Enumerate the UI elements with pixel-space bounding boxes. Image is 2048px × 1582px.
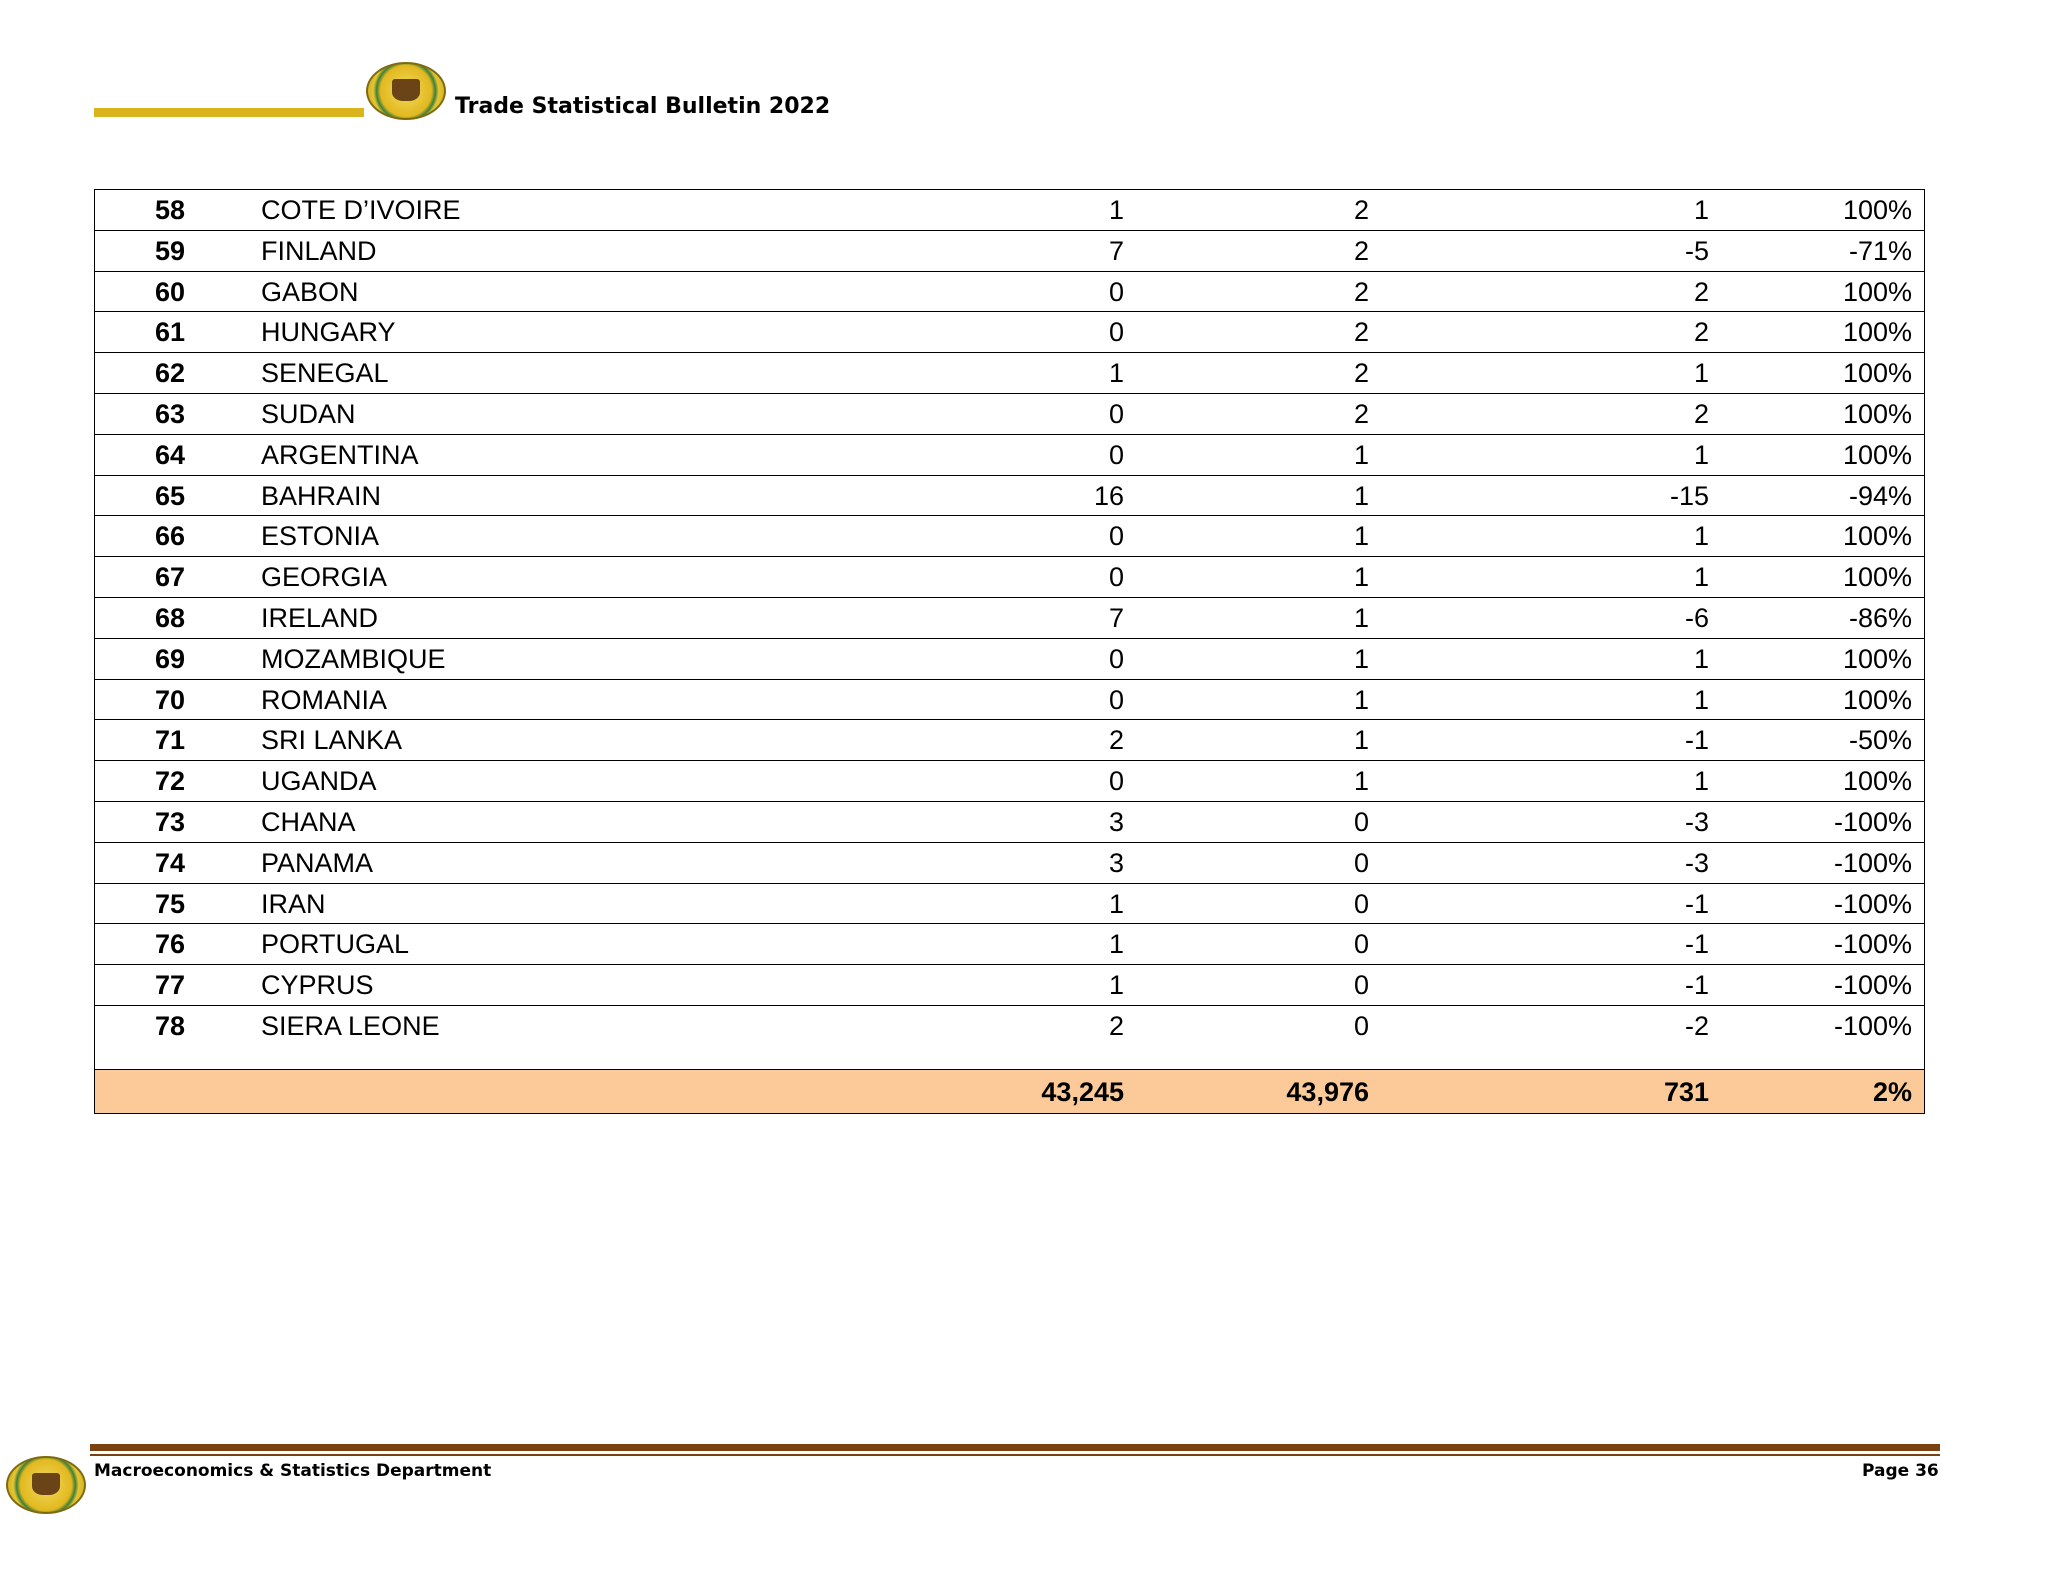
value-1: 1 <box>1108 358 1124 389</box>
percent-change: 100% <box>1842 684 1912 715</box>
percent-change: -100% <box>1833 970 1912 1001</box>
percent-change: -86% <box>1848 602 1912 633</box>
difference: 1 <box>1693 195 1709 225</box>
header-accent-bar <box>94 108 364 117</box>
footer-divider <box>90 1444 1940 1451</box>
value-1: 3 <box>1108 806 1124 837</box>
value-2: 1 <box>1353 480 1369 511</box>
country-name: SRI LANKA <box>261 725 403 756</box>
country-name: SENEGAL <box>261 358 389 389</box>
value-2: 0 <box>1353 1010 1369 1041</box>
percent-change: -100% <box>1833 929 1912 960</box>
difference: 1 <box>1693 643 1709 674</box>
table-row <box>95 802 1924 843</box>
value-1: 1 <box>1108 970 1124 1001</box>
row-number: 63 <box>155 398 186 429</box>
difference: -3 <box>1684 847 1709 878</box>
country-name: BAHRAIN <box>261 480 382 511</box>
footer-department: Macroeconomics & Statistics Department <box>94 1461 492 1481</box>
value-1: 1 <box>1108 888 1124 919</box>
country-name: CHANA <box>261 806 356 837</box>
table-total-row <box>95 1069 1924 1113</box>
percent-change: -100% <box>1833 806 1912 837</box>
value-1: 0 <box>1108 766 1124 797</box>
value-2: 0 <box>1353 888 1369 919</box>
table-row <box>95 720 1924 761</box>
difference: 2 <box>1693 398 1709 429</box>
country-name: ESTONIA <box>261 521 380 552</box>
country-name: SIERA LEONE <box>261 1010 440 1041</box>
value-1: 0 <box>1108 684 1124 715</box>
country-name: FINLAND <box>261 235 377 266</box>
value-1: 0 <box>1108 521 1124 552</box>
table-row <box>95 394 1924 435</box>
country-name: ARGENTINA <box>261 439 419 470</box>
table-row <box>95 843 1924 884</box>
value-1: 7 <box>1108 602 1124 633</box>
table-row <box>95 639 1924 680</box>
table-row <box>95 884 1924 925</box>
value-2: 1 <box>1353 766 1369 797</box>
value-1: 0 <box>1108 317 1124 348</box>
value-2: 2 <box>1353 195 1369 225</box>
table-row <box>95 353 1924 394</box>
row-number: 70 <box>155 684 186 715</box>
value-1: 2 <box>1108 725 1124 756</box>
percent-change: 100% <box>1842 766 1912 797</box>
value-2: 0 <box>1353 929 1369 960</box>
row-number: 78 <box>155 1010 186 1041</box>
row-number: 60 <box>155 276 186 307</box>
value-1: 0 <box>1108 562 1124 593</box>
value-2: 1 <box>1353 684 1369 715</box>
row-number: 74 <box>155 847 186 878</box>
row-number: 65 <box>155 480 186 511</box>
value-2: 2 <box>1353 398 1369 429</box>
total-value-2: 43,976 <box>1286 1076 1369 1107</box>
difference: -2 <box>1684 1010 1709 1041</box>
country-name: SUDAN <box>261 398 356 429</box>
percent-change: 100% <box>1842 195 1912 225</box>
row-number: 76 <box>155 929 186 960</box>
country-name: IRELAND <box>261 602 379 633</box>
value-2: 1 <box>1353 643 1369 674</box>
value-2: 2 <box>1353 235 1369 266</box>
percent-change: -100% <box>1833 888 1912 919</box>
row-number: 75 <box>155 888 186 919</box>
percent-change: 100% <box>1842 562 1912 593</box>
table-row <box>95 231 1924 272</box>
table-row <box>95 965 1924 1006</box>
row-number: 67 <box>155 562 186 593</box>
difference: 2 <box>1693 276 1709 307</box>
row-number: 61 <box>155 317 186 348</box>
country-name: MOZAMBIQUE <box>261 643 446 674</box>
difference: -5 <box>1684 235 1709 266</box>
table-body <box>95 190 1924 1069</box>
table-row <box>95 924 1924 965</box>
row-number: 64 <box>155 439 186 470</box>
difference: 1 <box>1693 766 1709 797</box>
table-row <box>95 761 1924 802</box>
percent-change: 100% <box>1842 643 1912 674</box>
percent-change: -94% <box>1848 480 1912 511</box>
value-2: 0 <box>1353 970 1369 1001</box>
country-name: GEORGIA <box>261 562 388 593</box>
difference: 1 <box>1693 684 1709 715</box>
value-2: 2 <box>1353 276 1369 307</box>
percent-change: 100% <box>1842 521 1912 552</box>
country-name: ROMANIA <box>261 684 388 715</box>
value-1: 16 <box>1093 480 1124 511</box>
difference: 2 <box>1693 317 1709 348</box>
emblem-seal-icon <box>366 62 446 120</box>
country-name: PANAMA <box>261 847 374 878</box>
value-2: 2 <box>1353 358 1369 389</box>
value-2: 2 <box>1353 317 1369 348</box>
row-number: 71 <box>155 725 186 756</box>
value-2: 1 <box>1353 521 1369 552</box>
percent-change: 100% <box>1842 317 1912 348</box>
country-name: IRAN <box>261 888 326 919</box>
table-row <box>95 598 1924 639</box>
country-name: GABON <box>261 276 359 307</box>
table-row <box>95 272 1924 313</box>
percent-change: -50% <box>1848 725 1912 756</box>
table-row <box>95 312 1924 353</box>
difference: -1 <box>1684 970 1709 1001</box>
percent-change: 100% <box>1842 398 1912 429</box>
difference: 1 <box>1693 358 1709 389</box>
difference: -1 <box>1684 929 1709 960</box>
row-number: 62 <box>155 358 186 389</box>
value-1: 2 <box>1108 1010 1124 1041</box>
value-2: 0 <box>1353 847 1369 878</box>
country-name: CYPRUS <box>261 970 374 1001</box>
country-name: COTE D’IVOIRE <box>261 195 461 225</box>
row-number: 72 <box>155 766 186 797</box>
percent-change: -71% <box>1848 235 1912 266</box>
table-row <box>95 516 1924 557</box>
footer-divider-thin <box>90 1454 1940 1456</box>
row-number: 73 <box>155 806 186 837</box>
value-1: 1 <box>1108 195 1124 225</box>
value-1: 3 <box>1108 847 1124 878</box>
percent-change: -100% <box>1833 847 1912 878</box>
row-number: 66 <box>155 521 186 552</box>
country-name: HUNGARY <box>261 317 396 348</box>
difference: 1 <box>1693 562 1709 593</box>
total-value-1: 43,245 <box>1041 1076 1124 1107</box>
total-difference: 731 <box>1663 1076 1709 1107</box>
row-number: 58 <box>155 195 186 225</box>
row-number: 77 <box>155 970 186 1001</box>
difference: -1 <box>1684 725 1709 756</box>
table-row <box>95 680 1924 721</box>
value-1: 0 <box>1108 439 1124 470</box>
trade-table <box>94 189 1925 1114</box>
value-1: 0 <box>1108 276 1124 307</box>
footer-page-number: Page 36 <box>1862 1461 1939 1481</box>
value-2: 0 <box>1353 806 1369 837</box>
percent-change: 100% <box>1842 439 1912 470</box>
percent-change: -100% <box>1833 1010 1912 1041</box>
row-number: 59 <box>155 235 186 266</box>
value-1: 1 <box>1108 929 1124 960</box>
value-2: 1 <box>1353 725 1369 756</box>
table-row <box>95 557 1924 598</box>
row-number: 69 <box>155 643 186 674</box>
page-header-title: Trade Statistical Bulletin 2022 <box>455 94 831 119</box>
difference: 1 <box>1693 521 1709 552</box>
country-name: UGANDA <box>261 766 377 797</box>
difference: -6 <box>1684 602 1709 633</box>
table-row <box>95 190 1924 231</box>
country-name: PORTUGAL <box>261 929 410 960</box>
value-2: 1 <box>1353 439 1369 470</box>
row-number: 68 <box>155 602 186 633</box>
percent-change: 100% <box>1842 358 1912 389</box>
difference: -15 <box>1669 480 1709 511</box>
footer-emblem-seal-icon <box>6 1456 86 1514</box>
value-1: 0 <box>1108 398 1124 429</box>
table-row <box>95 1006 1924 1069</box>
value-2: 1 <box>1353 562 1369 593</box>
table-row <box>95 476 1924 517</box>
difference: -3 <box>1684 806 1709 837</box>
table-row <box>95 435 1924 476</box>
value-1: 7 <box>1108 235 1124 266</box>
total-percent: 2% <box>1872 1076 1912 1107</box>
percent-change: 100% <box>1842 276 1912 307</box>
difference: 1 <box>1693 439 1709 470</box>
difference: -1 <box>1684 888 1709 919</box>
value-2: 1 <box>1353 602 1369 633</box>
value-1: 0 <box>1108 643 1124 674</box>
